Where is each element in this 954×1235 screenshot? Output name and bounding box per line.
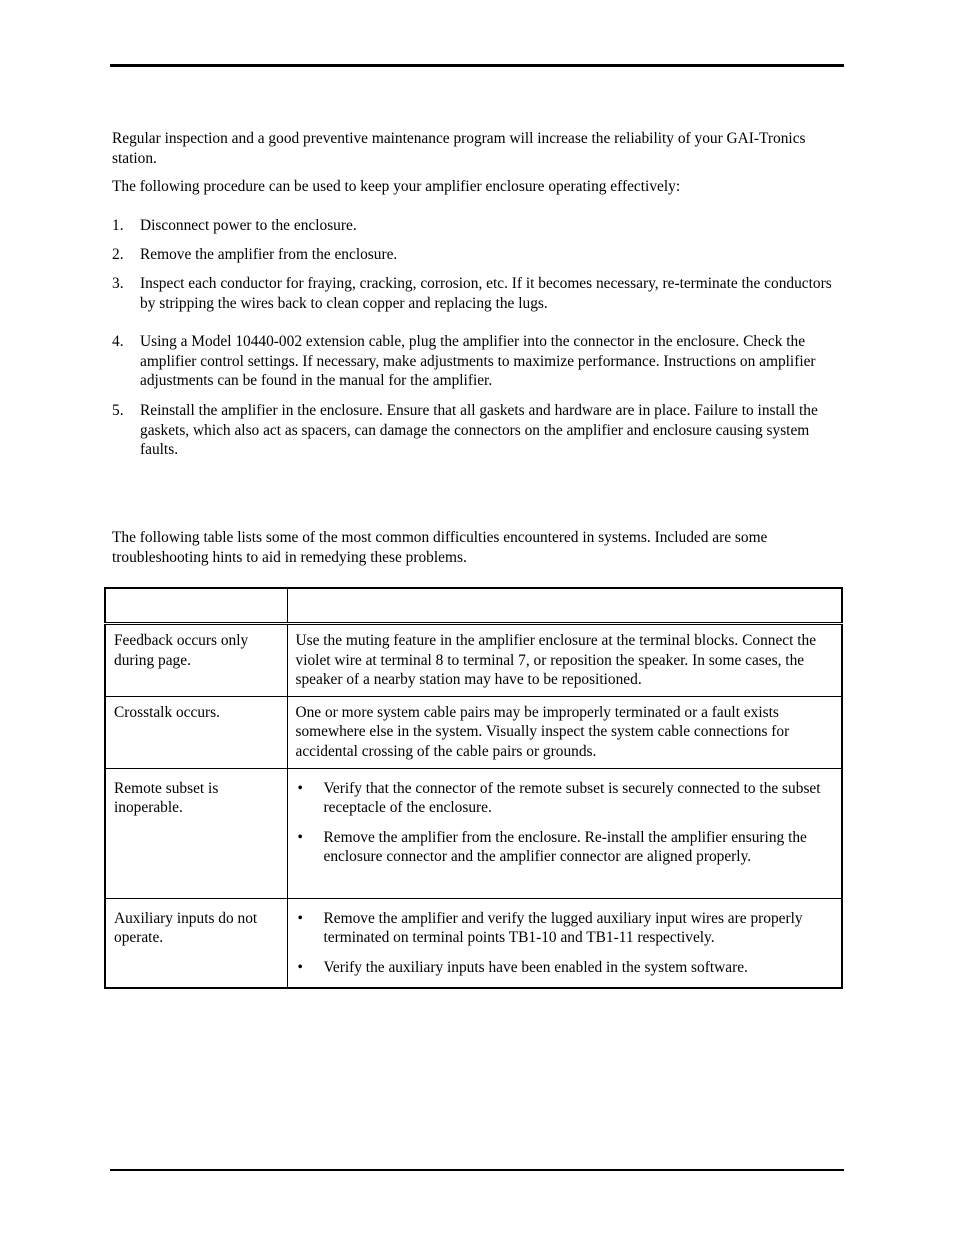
- table-row: [105, 768, 842, 898]
- problem-text: Feedback occurs only during page.: [114, 632, 249, 669]
- bullet-text: Verify the auxiliary inputs have been enabled in the system software.: [323, 958, 748, 976]
- bullet-item: [296, 958, 834, 978]
- step-number: 1.: [112, 217, 124, 234]
- solution-text: Use the muting feature in the amplifier enclosure at the terminal blocks. Connect the violet wire at terminal 8 to terminal 7, or reposition the speaker. In some cases, the speaker of a nearby station may have to be repositioned.: [295, 632, 817, 689]
- bullet-text: Verify that the connector of the remote subset is securely connected to the subset receptacle of the enclosure.: [323, 779, 821, 817]
- step-number: 2.: [112, 246, 124, 263]
- bullet-item: [296, 828, 834, 867]
- table-row: [105, 898, 842, 988]
- header-cell-solution: [287, 588, 842, 624]
- table-header-row: [105, 588, 842, 624]
- problem-text: Crosstalk occurs.: [114, 703, 221, 721]
- step-text: Remove the amplifier from the enclosure.: [140, 246, 398, 263]
- problem-cell: [105, 624, 287, 697]
- footer-rule: [110, 1169, 844, 1171]
- problem-cell: [105, 696, 287, 768]
- bullet-item: [296, 779, 834, 818]
- table-row: [105, 624, 842, 697]
- solution-cell: [287, 898, 842, 988]
- intro-paragraph-2: The following procedure can be used to keep your amplifier enclosure operating effectively:: [112, 178, 681, 195]
- step-text: Reinstall the amplifier in the enclosure. Ensure that all gaskets and hardware are in place. Failure to install the gaskets, which also act as spacers, can damage the connectors on the amplifier and enclosure causing system faults.: [140, 402, 818, 459]
- header-rule: [110, 64, 844, 67]
- bullet-item: [296, 909, 834, 948]
- problem-cell: [105, 768, 287, 898]
- bullet-icon: •: [297, 909, 303, 927]
- bullet-icon: •: [297, 828, 303, 846]
- solution-cell: [287, 768, 842, 898]
- step-text: Inspect each conductor for fraying, cracking, corrosion, etc. If it becomes necessary, re-terminate the conductors by stripping the wires back to clean copper and replacing the lugs.: [140, 275, 832, 312]
- step-number: 5.: [112, 402, 124, 419]
- bullet-text: Remove the amplifier and verify the lugged auxiliary input wires are properly terminated on terminal points TB1-10 and TB1-11 respectively.: [323, 909, 803, 947]
- bullet-text: Remove the amplifier from the enclosure. Re-install the amplifier ensuring the enclosure connector and the amplifier connector are aligned properly.: [323, 828, 807, 866]
- bullet-icon: •: [297, 779, 303, 797]
- problem-cell: [105, 898, 287, 988]
- table-row: [105, 696, 842, 768]
- problem-text: Auxiliary inputs do not operate.: [114, 909, 258, 947]
- solution-cell: [287, 696, 842, 768]
- bullet-icon: •: [297, 958, 303, 976]
- problem-text: Remote subset is inoperable.: [114, 779, 219, 817]
- troubleshooting-table: [104, 587, 843, 989]
- step-number: 4.: [112, 333, 124, 350]
- header-cell-problem: [105, 588, 287, 624]
- step-text: Using a Model 10440-002 extension cable, plug the amplifier into the connector in the enclosure. Check the amplifier control settings. If necessary, make adjustments to maximize performance. Instructions on amplifier adjustments can be found in the manual for the amplifier.: [140, 333, 816, 390]
- intro-paragraph-1: Regular inspection and a good preventive maintenance program will increase the reliability of your GAI-Tronics station.: [112, 130, 806, 167]
- solution-text: One or more system cable pairs may be improperly terminated or a fault exists somewhere else in the system. Visually inspect the system cable connections for accidental crossing of the cable pairs or grounds.: [295, 703, 790, 760]
- troubleshooting-intro: The following table lists some of the most common difficulties encountered in systems. Included are some troubleshooting hints to aid in remedying these problems.: [112, 529, 768, 566]
- solution-cell: [287, 624, 842, 697]
- step-number: 3.: [112, 275, 124, 292]
- step-text: Disconnect power to the enclosure.: [140, 217, 357, 234]
